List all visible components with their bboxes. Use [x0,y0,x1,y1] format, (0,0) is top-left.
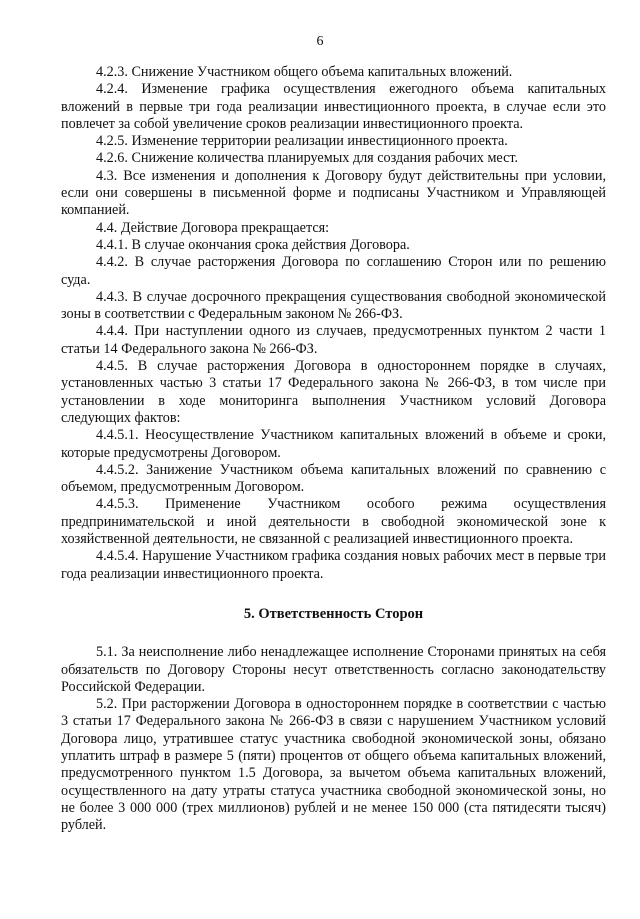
paragraph: 4.2.6. Снижение количества планируемых для создания рабочих мест. [96,150,519,167]
section-heading: 5. Ответственность Сторон [243,605,424,622]
page-number: 6 [316,34,324,49]
paragraph: 4.4.5. В случае расторжения Договора в одностороннем порядке в случаях, установленных частью 3 статьи 17 Федерального закона № 266-ФЗ, в том числе при установлении в ходе мониторинга выполнения Участником условий Договора следующих фактов: [61,358,606,426]
document-body [61,64,606,834]
paragraph: 4.4.5.3. Применение Участником особого режима осуществления предпринимательской и иной деятельности в свободной экономической зоне к хозяйственной деятельности, не связанной с реализацией инвестиционного проекта. [61,496,606,548]
paragraph: 4.4.5.4. Нарушение Участником графика создания новых рабочих мест в первые три года реализации инвестиционного проекта. [61,548,606,582]
paragraph: 4.4.5.1. Неосуществление Участником капитальных вложений в объеме и сроки, которые предусмотрены Договором. [61,427,606,461]
paragraph: 4.3. Все изменения и дополнения к Договору будут действительны при условии, если они совершены в письменной форме и подписаны Участником и Управляющей компанией. [61,167,606,219]
paragraph: 5.2. При расторжении Договора в одностороннем порядке в соответствии с частью 3 статьи 17 Федерального закона № 266-ФЗ в связи с нарушением Участником условий Договора лицо, утратившее статус участника свободной экономической зоны, обязано уплатить штраф в размере 5 (пяти) процентов от общего объема капитальных вложений, предусмотренного пунктом 1.5 Договора, за вычетом объема капитальных вложений, осуществленного на дату утраты статуса участника свободной экономической зоны, но не более 3 000 000 (трех миллионов) рублей и не менее 150 000 (ста пятидесяти тысяч) рублей. [61,696,606,834]
paragraph: 4.2.4. Изменение графика осуществления ежегодного объема капитальных вложений в первые три года реализации инвестиционного проекта, в случае если это повлечет за собой увеличение сроков реализации инвестиционного проекта. [61,81,606,132]
paragraph: 4.4.1. В случае окончания срока действия Договора. [96,236,410,253]
paragraph: 4.4. Действие Договора прекращается: [96,219,330,236]
paragraph: 4.4.4. При наступлении одного из случаев, предусмотренных пунктом 2 части 1 статьи 14 Федерального закона № 266-ФЗ. [61,323,606,357]
paragraph: 4.4.5.2. Занижение Участником объема капитальных вложений по сравнению с объемом, предусмотренным Договором. [61,461,606,496]
paragraph: 4.4.3. В случае досрочного прекращения существования свободной экономической зоны в соответствии с Федеральным законом № 266-ФЗ. [61,288,606,323]
paragraph: 4.4.2. В случае расторжения Договора по соглашению Сторон или по решению суда. [61,254,606,288]
paragraph: 4.2.5. Изменение территории реализации инвестиционного проекта. [96,133,508,150]
paragraph: 5.1. За неисполнение либо ненадлежащее исполнение Сторонами принятых на себя обязательств по Договору Стороны несут ответственность согласно законодательству Российской Федерации. [61,644,606,695]
paragraph: 4.2.3. Снижение Участником общего объема капитальных вложений. [96,64,513,80]
